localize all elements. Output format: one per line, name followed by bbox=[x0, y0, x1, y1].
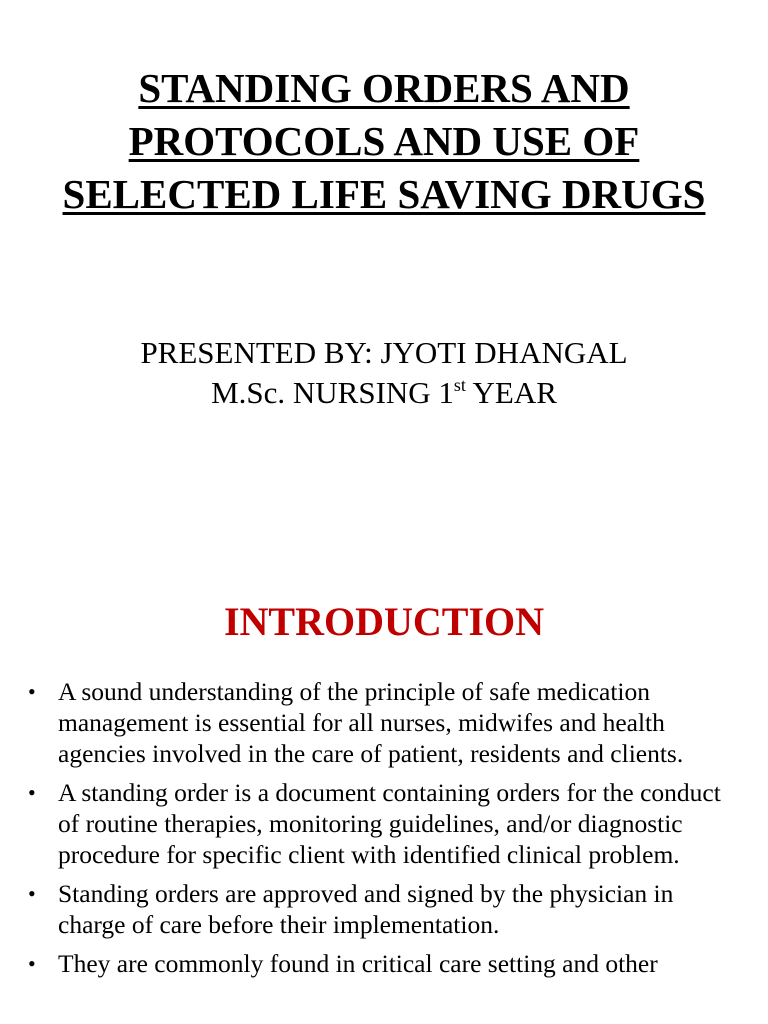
bullet-text: Standing orders are approved and signed by the physician in charge of care before their implementation. bbox=[58, 879, 674, 939]
presenter-name: PRESENTED BY: JYOTI DHANGAL bbox=[140, 335, 628, 370]
bullet-item bbox=[0, 878, 768, 940]
program-superscript: st bbox=[453, 375, 466, 395]
bullet-item bbox=[0, 948, 768, 979]
bullet-item bbox=[0, 676, 768, 769]
document-title bbox=[0, 62, 768, 221]
bullet-marker: • bbox=[28, 679, 36, 704]
presenter-block bbox=[0, 333, 768, 413]
bullet-marker: • bbox=[28, 780, 36, 805]
title-line-3: SELECTED LIFE SAVING DRUGS bbox=[62, 171, 706, 217]
bullet-text: A standing order is a document containing orders for the conduct of routine therapies, monitoring guidelines, and/or diagnostic procedure for specific client with identified clinical problem. bbox=[58, 778, 721, 869]
bullet-text: A sound understanding of the principle of safe medication management is essential for all nurses, midwifes and health agencies involved in the care of patient, residents and clients. bbox=[58, 677, 684, 768]
program-prefix: M.Sc. NURSING 1 bbox=[211, 375, 454, 410]
title-line-1: STANDING ORDERS AND bbox=[138, 65, 630, 111]
bullet-marker: • bbox=[28, 951, 36, 976]
introduction-bullet-list bbox=[0, 676, 768, 987]
introduction-heading: INTRODUCTION bbox=[223, 599, 545, 644]
program-suffix: YEAR bbox=[465, 375, 557, 410]
bullet-text: They are commonly found in critical care setting and other bbox=[58, 949, 658, 978]
title-line-2: PROTOCOLS AND USE OF bbox=[128, 118, 640, 164]
bullet-item bbox=[0, 777, 768, 870]
bullet-marker: • bbox=[28, 881, 36, 906]
presenter-program bbox=[0, 373, 768, 413]
